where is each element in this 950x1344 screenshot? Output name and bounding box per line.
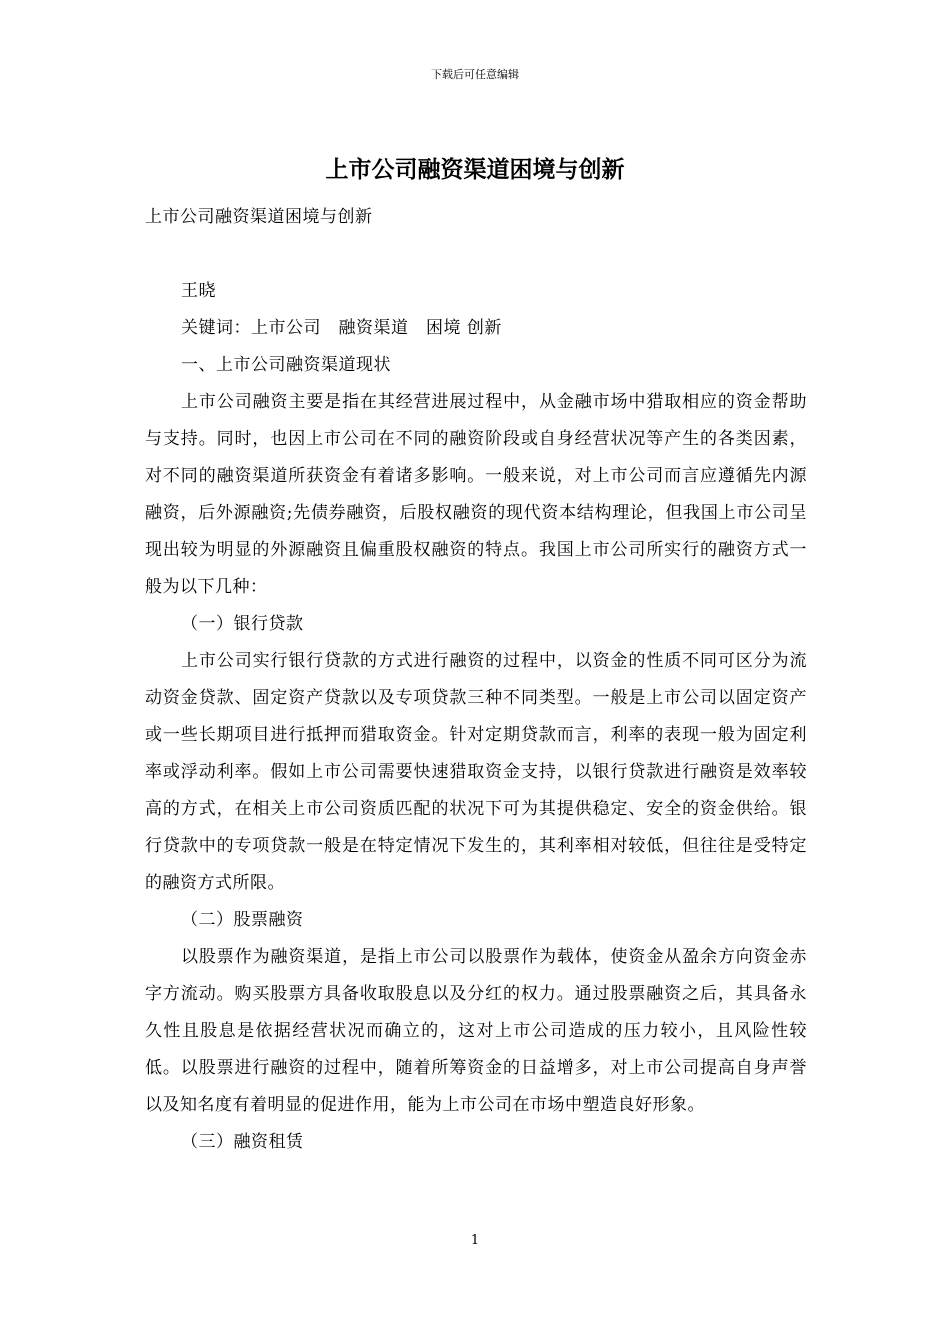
- subtitle: 上市公司融资渠道困境与创新: [145, 207, 373, 227]
- document-title: 上市公司融资渠道困境与创新: [325, 156, 625, 183]
- section-heading-1: 一、上市公司融资渠道现状: [181, 355, 391, 375]
- header-note: 下载后可任意编辑: [431, 68, 519, 81]
- document-body: [145, 199, 807, 1161]
- subsection-heading-2: （二）股票融资: [181, 910, 304, 930]
- subsection-heading-1: （一）银行贷款: [181, 614, 304, 634]
- paragraph-1: 上市公司融资主要是指在其经营进展过程中，从金融市场中猎取相应的资金帮助与支持。同时，也因上市公司在不同的融资阶段或自身经营状况等产生的各类因素，对不同的融资渠道所获资金有着诸多影响。一般来说，对上市公司而言应遵循先内源融资，后外源融资;先债券融资，后股权融资的现代资本结构理论，但我国上市公司呈现出较为明显的外源融资且偏重股权融资的特点。我国上市公司所实行的融资方式一般为以下几种：: [145, 392, 807, 597]
- paragraph-3: 以股票作为融资渠道，是指上市公司以股票作为载体，使资金从盈余方向资金赤字方流动。购买股票方具备收取股息以及分红的权力。通过股票融资之后，其具备永久性且股息是依据经营状况而确立的，这对上市公司造成的压力较小，且风险性较低。以股票进行融资的过程中，随着所筹资金的日益增多，对上市公司提高自身声誉以及知名度有着明显的促进作用，能为上市公司在市场中塑造良好形象。: [145, 947, 807, 1115]
- blank-line: [145, 236, 807, 273]
- paragraph-2: 上市公司实行银行贷款的方式进行融资的过程中，以资金的性质不同可区分为流动资金贷款、固定资产贷款以及专项贷款三种不同类型。一般是上市公司以固定资产或一些长期项目进行抵押而猎取资金。针对定期贷款而言，利率的表现一般为固定利率或浮动利率。假如上市公司需要快速猎取资金支持，以银行贷款进行融资是效率较高的方式，在相关上市公司资质匹配的状况下可为其提供稳定、安全的资金供给。银行贷款中的专项贷款一般是在特定情况下发生的，其利率相对较低，但往往是受特定的融资方式所限。: [145, 651, 807, 893]
- author: 王晓: [181, 281, 216, 301]
- keywords: 关键词：上市公司 融资渠道 困境 创新: [181, 318, 502, 338]
- subsection-heading-3: （三）融资租赁: [181, 1132, 304, 1152]
- page-number: 1: [470, 1233, 480, 1248]
